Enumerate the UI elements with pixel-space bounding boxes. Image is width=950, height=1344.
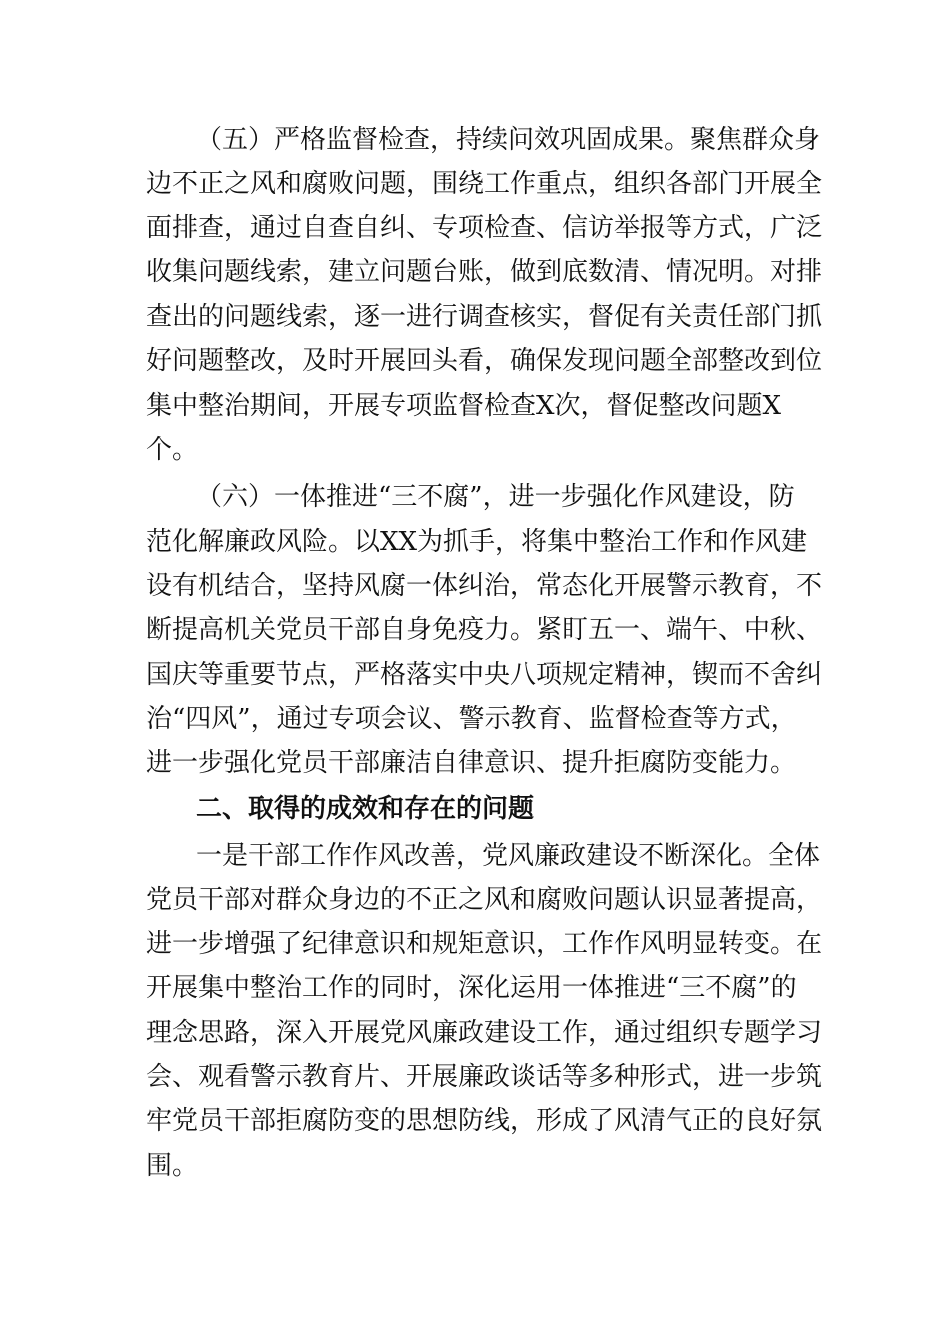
para1-line-8: 围。 xyxy=(146,1151,199,1181)
section5-line-1: （五）严格监督检查，持续问效巩固成果。聚焦群众身 xyxy=(196,125,821,155)
section6-line-5: 国庆等重要节点，严格落实中央八项规定精神，锲而不舍纠 xyxy=(146,660,823,690)
section6-line-3: 设有机结合，坚持风腐一体纠治，常态化开展警示教育，不 xyxy=(146,571,823,601)
para1-line-2: 党员干部对群众身边的不正之风和腐败问题认识显著提高， xyxy=(146,885,823,915)
section6-line-7: 进一步强化党员干部廉洁自律意识、提升拒腐防变能力。 xyxy=(146,748,797,778)
section5-line-8: 个。 xyxy=(146,435,199,465)
para1-line-7: 牢党员干部拒腐防变的思想防线，形成了风清气正的良好氛 xyxy=(146,1106,823,1136)
section5-line-4: 收集问题线索，建立问题台账，做到底数清、情况明。对排 xyxy=(146,257,823,287)
para1-line-3: 进一步增强了纪律意识和规矩意识，工作作风明显转变。在 xyxy=(146,929,823,959)
section6-line-4: 断提高机关党员干部自身免疫力。紧盯五一、端午、中秋、 xyxy=(146,615,823,645)
para1-line-1: 一是干部工作作风改善，党风廉政建设不断深化。全体 xyxy=(196,841,821,871)
para1-line-5: 理念思路，深入开展党风廉政建设工作，通过组织专题学习 xyxy=(146,1018,823,1048)
para1-line-4: 开展集中整治工作的同时，深化运用一体推进“三不腐”的 xyxy=(146,973,797,1003)
section6-line-1: （六）一体推进“三不腐”，进一步强化作风建设，防 xyxy=(196,482,795,512)
section-heading: 二、取得的成效和存在的问题 xyxy=(196,794,535,824)
section5-line-5: 查出的问题线索，逐一进行调查核实，督促有关责任部门抓 xyxy=(146,302,823,332)
section5-line-7: 集中整治期间，开展专项监督检查X次，督促整改问题X xyxy=(146,391,782,421)
section6-line-6: 治“四风”，通过专项会议、警示教育、监督检查等方式， xyxy=(146,704,797,734)
section5-line-3: 面排查，通过自查自纠、专项检查、信访举报等方式，广泛 xyxy=(146,213,823,243)
section5-line-2: 边不正之风和腐败问题，围绕工作重点，组织各部门开展全 xyxy=(146,169,823,199)
para1-line-6: 会、观看警示教育片、开展廉政谈话等多种形式，进一步筑 xyxy=(146,1062,823,1092)
section6-line-2: 范化解廉政风险。以XX为抓手，将集中整治工作和作风建 xyxy=(146,527,808,557)
section5-line-6: 好问题整改，及时开展回头看，确保发现问题全部整改到位 xyxy=(146,346,823,376)
